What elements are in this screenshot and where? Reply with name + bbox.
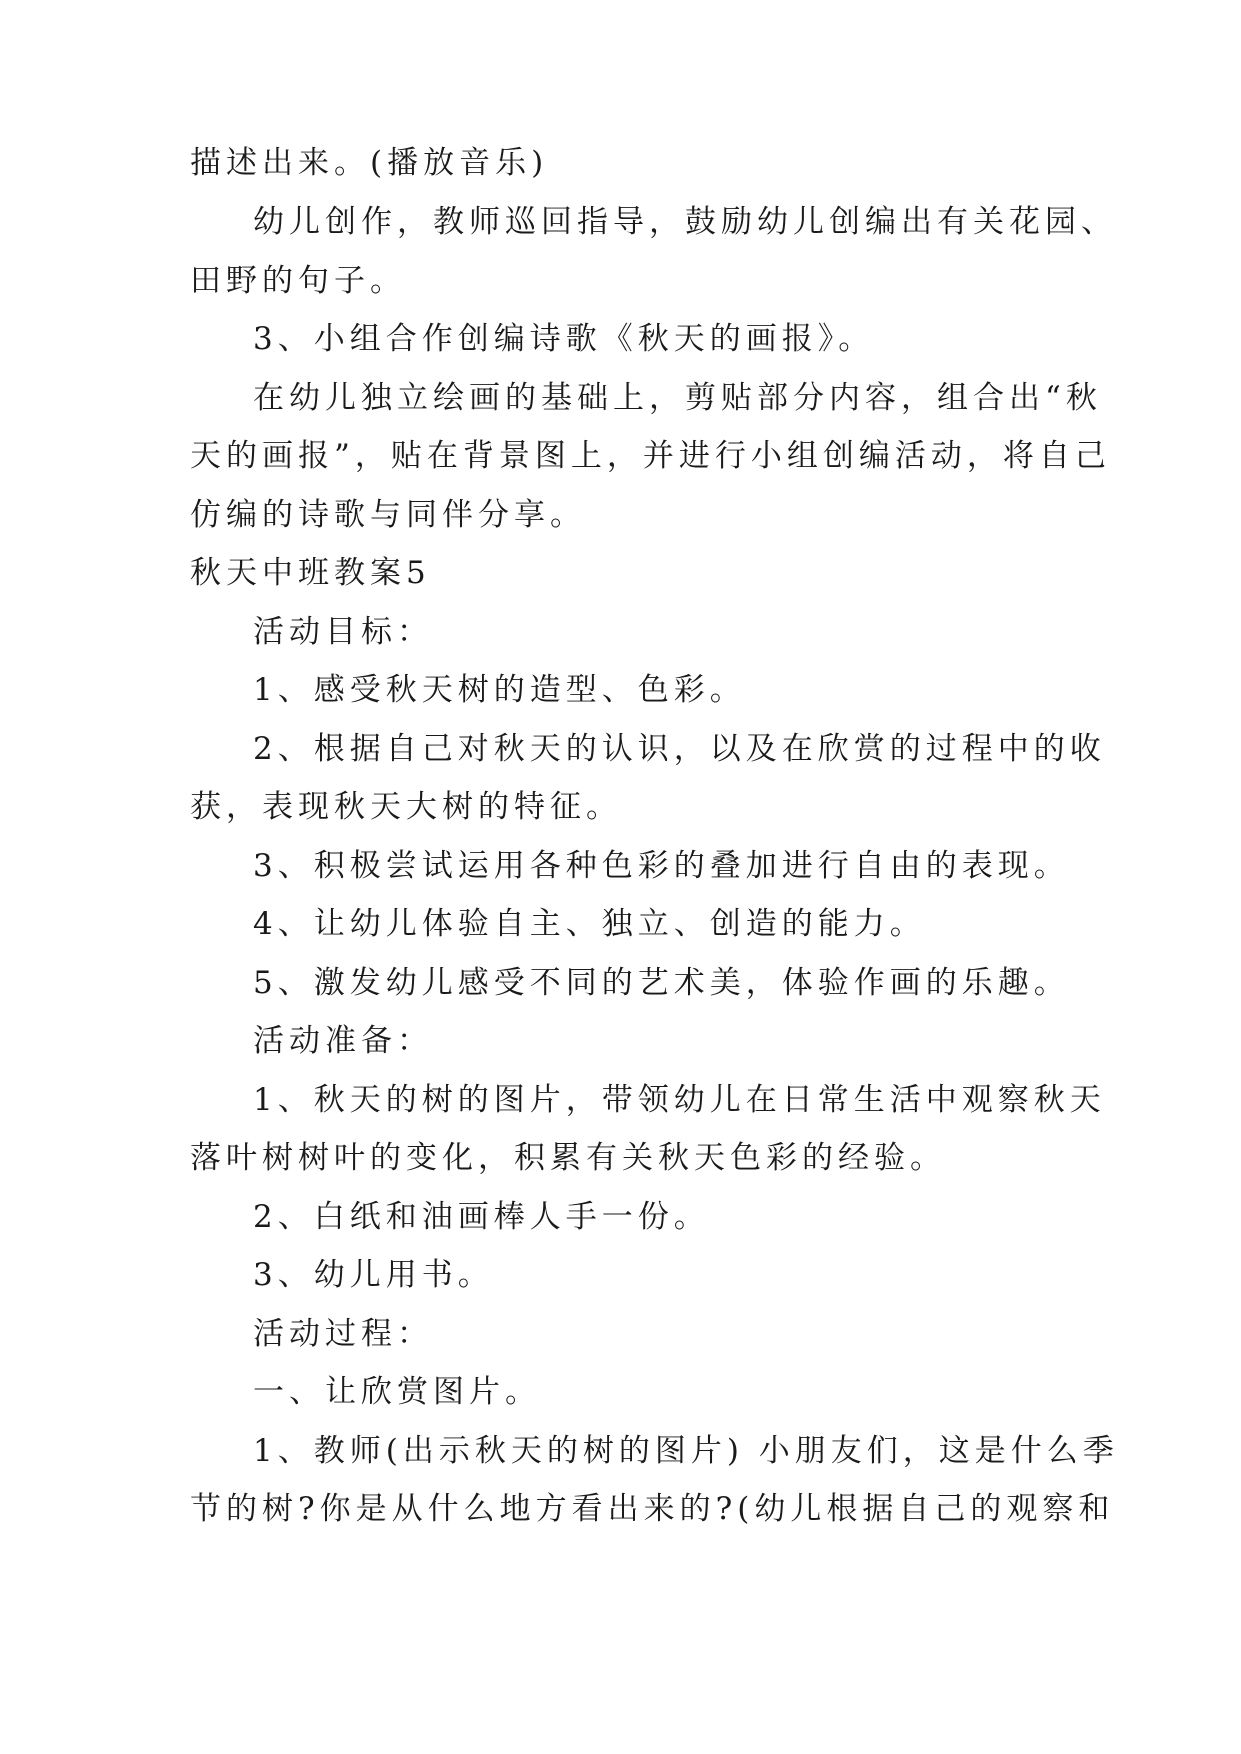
text-line: 在幼儿独立绘画的基础上，剪贴部分内容，组合出“秋: [253, 380, 1102, 416]
text-line: 一、让欣赏图片。: [253, 1374, 541, 1410]
text-line: 2、根据自己对秋天的认识，以及在欣赏的过程中的收: [253, 731, 1106, 767]
text-line: 田野的句子。: [190, 263, 406, 299]
subheading: 活动过程：: [253, 1316, 433, 1352]
subheading: 活动目标：: [253, 614, 433, 650]
text-line: 节的树?你是从什么地方看出来的?(幼儿根据自己的观察和: [190, 1491, 1115, 1527]
text-line: 天的画报”，贴在背景图上，并进行小组创编活动，将自己: [190, 438, 1111, 474]
text-line: 2、白纸和油画棒人手一份。: [253, 1199, 710, 1235]
text-line: 1、教师(出示秋天的树的图片) 小朋友们，这是什么季: [253, 1433, 1119, 1469]
text-line: 3、小组合作创编诗歌《秋天的画报》。: [253, 321, 875, 357]
text-line: 落叶树树叶的变化，积累有关秋天色彩的经验。: [190, 1140, 946, 1176]
section-heading: 秋天中班教案5: [190, 555, 431, 591]
text-line: 1、感受秋天树的造型、色彩。: [253, 672, 746, 708]
text-line: 5、激发幼儿感受不同的艺术美，体验作画的乐趣。: [253, 965, 1070, 1001]
text-line: 描述出来。(播放音乐): [190, 145, 549, 181]
text-line: 1、秋天的树的图片，带领幼儿在日常生活中观察秋天: [253, 1082, 1106, 1118]
text-line: 4、让幼儿体验自主、独立、创造的能力。: [253, 906, 926, 942]
text-line: 获，表现秋天大树的特征。: [190, 789, 622, 825]
text-line: 幼儿创作，教师巡回指导，鼓励幼儿创编出有关花园、: [253, 204, 1117, 240]
text-line: 3、幼儿用书。: [253, 1257, 494, 1293]
subheading: 活动准备：: [253, 1023, 433, 1059]
text-line: 仿编的诗歌与同伴分享。: [190, 497, 586, 533]
text-line: 3、积极尝试运用各种色彩的叠加进行自由的表现。: [253, 848, 1070, 884]
